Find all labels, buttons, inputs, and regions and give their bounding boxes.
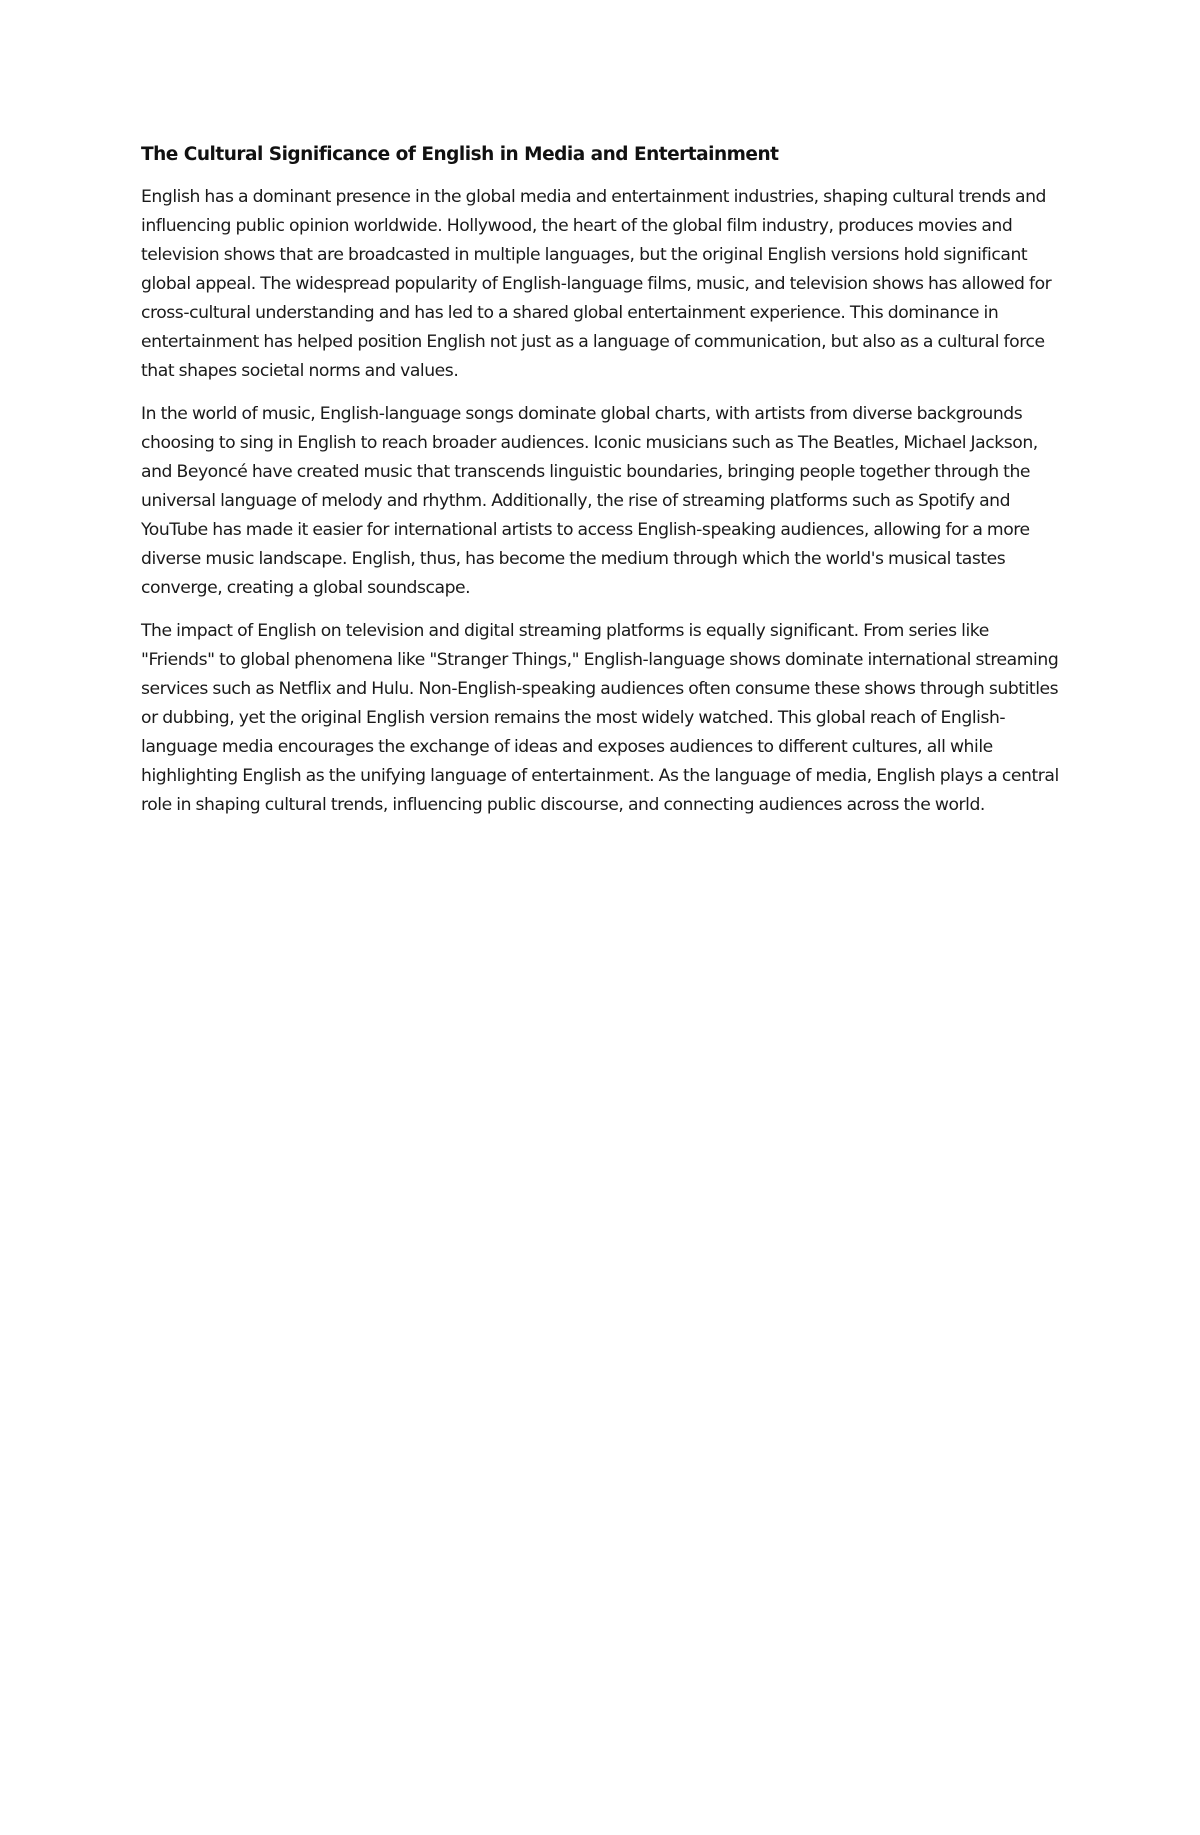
document-title: The Cultural Significance of English in Media and Entertainment [141,144,779,165]
paragraph-2: In the world of music, English-language songs dominate global charts, with artists from diverse backgrounds choosing to sing in English to reach broader audiences. Iconic musicians such as The Beatles, Michael Jackson, and Beyoncé have created music that transcends linguistic boundaries, bringing people together through the universal language of melody and rhythm. Additionally, the rise of streaming platforms such as Spotify and YouTube has made it easier for international artists to access English-speaking audiences, allowing for a more diverse music landscape. English, thus, has become the medium through which the world's musical tastes converge, creating a global soundscape. [141,404,1038,598]
document-body [141,143,1066,834]
paragraph-1: English has a dominant presence in the global media and entertainment industries, shaping cultural trends and influencing public opinion worldwide. Hollywood, the heart of the global film industry, produces movies and television shows that are broadcasted in multiple languages, but the original English versions hold significant global appeal. The widespread popularity of English-language films, music, and television shows has allowed for cross-cultural understanding and has led to a shared global entertainment experience. This dominance in entertainment has helped position English not just as a language of communication, but also as a cultural force that shapes societal norms and values. [141,187,1052,381]
paragraph-3: The impact of English on television and digital streaming platforms is equally significant. From series like "Friends" to global phenomena like "Stranger Things," English-language shows dominate international streaming services such as Netflix and Hulu. Non-English-speaking audiences often consume these shows through subtitles or dubbing, yet the original English version remains the most widely watched. This global reach of English-language media encourages the exchange of ideas and exposes audiences to different cultures, all while highlighting English as the unifying language of entertainment. As the language of media, English plays a central role in shaping cultural trends, influencing public discourse, and connecting audiences across the world. [141,621,1059,815]
